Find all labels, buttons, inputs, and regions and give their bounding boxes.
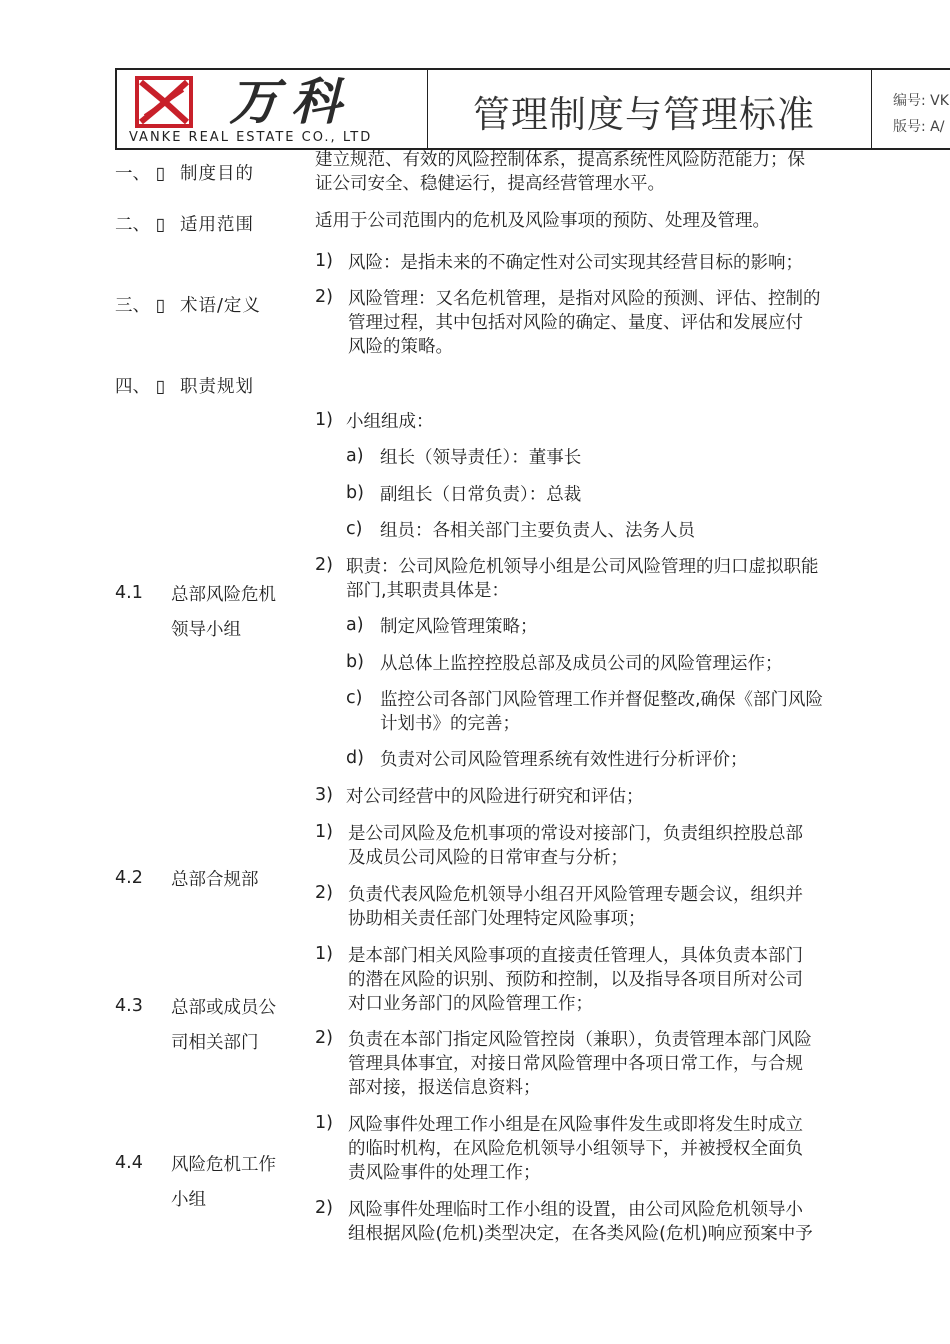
section-label: 适用范围: [180, 215, 254, 235]
department-item: 部对接，报送信息资料；: [348, 1078, 541, 1098]
section-number: 三、 ▯: [115, 296, 166, 316]
compliance-item: 协助相关责任部门处理特定风险事项；: [348, 909, 646, 929]
work-group-item: 风险事件处理临时工作小组的设置，由公司风险危机领导小: [348, 1200, 803, 1220]
duty-item: 计划书》的完善；: [380, 714, 520, 734]
member-item: 组长（领导责任）：董事长: [380, 448, 582, 468]
definition-risk-management: 管理过程，其中包括对风险的确定、量度、评估和发展应付: [348, 313, 803, 333]
subsection-number: 4.3: [115, 996, 143, 1016]
list-marker: 2): [315, 287, 333, 307]
subsection-label: 领导小组: [171, 620, 241, 640]
subsection-label: 司相关部门: [171, 1033, 259, 1053]
subsection-number: 4.2: [115, 868, 143, 888]
list-marker: 3): [315, 785, 333, 805]
list-marker: b): [346, 483, 364, 503]
document-code: 编号: VK: [893, 93, 949, 109]
document-version: 版号: A/: [893, 119, 945, 135]
member-item: 组员：各相关部门主要负责人、法务人员: [380, 521, 695, 541]
list-marker: 1): [315, 944, 333, 964]
purpose-line: 证公司安全、稳健运行，提高经营管理水平。: [315, 174, 665, 194]
scope-text: 适用于公司范围内的危机及风险事项的预防、处理及管理。: [315, 211, 770, 231]
subsection-number: 4.1: [115, 583, 143, 603]
duty-title: 职责：公司风险危机领导小组是公司风险管理的归口虚拟职能: [346, 557, 819, 577]
work-group-item: 的临时机构，在风险危机领导小组领导下，并被授权全面负: [348, 1139, 803, 1159]
group-composition-title: 小组组成：: [346, 412, 434, 432]
compliance-item: 是公司风险及危机事项的常设对接部门，负责组织控股总部: [348, 824, 803, 844]
department-item: 管理具体事宜，对接日常风险管理中各项日常工作，与合规: [348, 1054, 803, 1074]
duty-title: 部门,其职责具体是：: [346, 581, 510, 601]
duty-item: 监控公司各部门风险管理工作并督促整改,确保《部门风险: [380, 690, 824, 710]
header-divider: [871, 70, 872, 148]
subsection-label: 风险危机工作: [171, 1155, 276, 1175]
list-marker: c): [346, 688, 363, 708]
subsection-label: 总部合规部: [171, 870, 259, 890]
subsection-label: 小组: [171, 1190, 206, 1210]
logo-english-name: VANKE REAL ESTATE CO., LTD: [129, 130, 373, 145]
header-title: 管理制度与管理标准: [473, 93, 815, 136]
vanke-logo-icon: [135, 76, 193, 128]
section-number: 一、 ▯: [115, 164, 166, 184]
section-label: 职责规划: [180, 377, 254, 397]
definition-risk-management: 风险的策略。: [348, 337, 453, 357]
list-marker: b): [346, 652, 364, 672]
document-header: [115, 68, 950, 150]
department-item: 的潜在风险的识别、预防和控制，以及指导各项目所对公司: [348, 970, 803, 990]
list-marker: d): [346, 748, 364, 768]
department-item: 对口业务部门的风险管理工作；: [348, 994, 593, 1014]
subsection-label: 总部或成员公: [171, 998, 276, 1018]
logo-chinese-name: 万科: [229, 73, 353, 131]
definition-risk: 风险：是指未来的不确定性对公司实现其经营目标的影响；: [348, 253, 803, 273]
list-marker: 2): [315, 883, 333, 903]
list-marker: a): [346, 446, 364, 466]
subsection-number: 4.4: [115, 1153, 143, 1173]
list-marker: 2): [315, 1028, 333, 1048]
subsection-label: 总部风险危机: [171, 585, 276, 605]
definition-risk-management: 风险管理：又名危机管理，是指对风险的预测、评估、控制的: [348, 289, 821, 309]
section-label: 制度目的: [180, 164, 254, 184]
list-marker: 1): [315, 410, 333, 430]
list-marker: a): [346, 615, 364, 635]
work-group-item: 责风险事件的处理工作；: [348, 1163, 541, 1183]
compliance-item: 负责代表风险危机领导小组召开风险管理专题会议，组织并: [348, 885, 803, 905]
work-group-item: 组根据风险(危机)类型决定，在各类风险(危机)响应预案中予: [348, 1224, 813, 1244]
section-label: 术语/定义: [180, 296, 261, 316]
department-item: 负责在本部门指定风险管控岗（兼职），负责管理本部门风险: [348, 1030, 812, 1050]
header-divider: [427, 70, 428, 148]
compliance-item: 及成员公司风险的日常审查与分析；: [348, 848, 628, 868]
research-item: 对公司经营中的风险进行研究和评估；: [346, 787, 644, 807]
list-marker: 2): [315, 555, 333, 575]
department-item: 是本部门相关风险事项的直接责任管理人，具体负责本部门: [348, 946, 803, 966]
purpose-line: 建立规范、有效的风险控制体系，提高系统性风险防范能力；保: [315, 150, 805, 170]
work-group-item: 风险事件处理工作小组是在风险事件发生或即将发生时成立: [348, 1115, 803, 1135]
list-marker: 1): [315, 251, 333, 271]
duty-item: 负责对公司风险管理系统有效性进行分析评价；: [380, 750, 748, 770]
duty-item: 制定风险管理策略；: [380, 617, 538, 637]
list-marker: 2): [315, 1198, 333, 1218]
section-number: 二、 ▯: [115, 215, 166, 235]
list-marker: 1): [315, 822, 333, 842]
member-item: 副组长（日常负责）：总裁: [380, 485, 582, 505]
section-number: 四、 ▯: [115, 377, 166, 397]
list-marker: c): [346, 519, 363, 539]
list-marker: 1): [315, 1113, 333, 1133]
duty-item: 从总体上监控控股总部及成员公司的风险管理运作；: [380, 654, 783, 674]
